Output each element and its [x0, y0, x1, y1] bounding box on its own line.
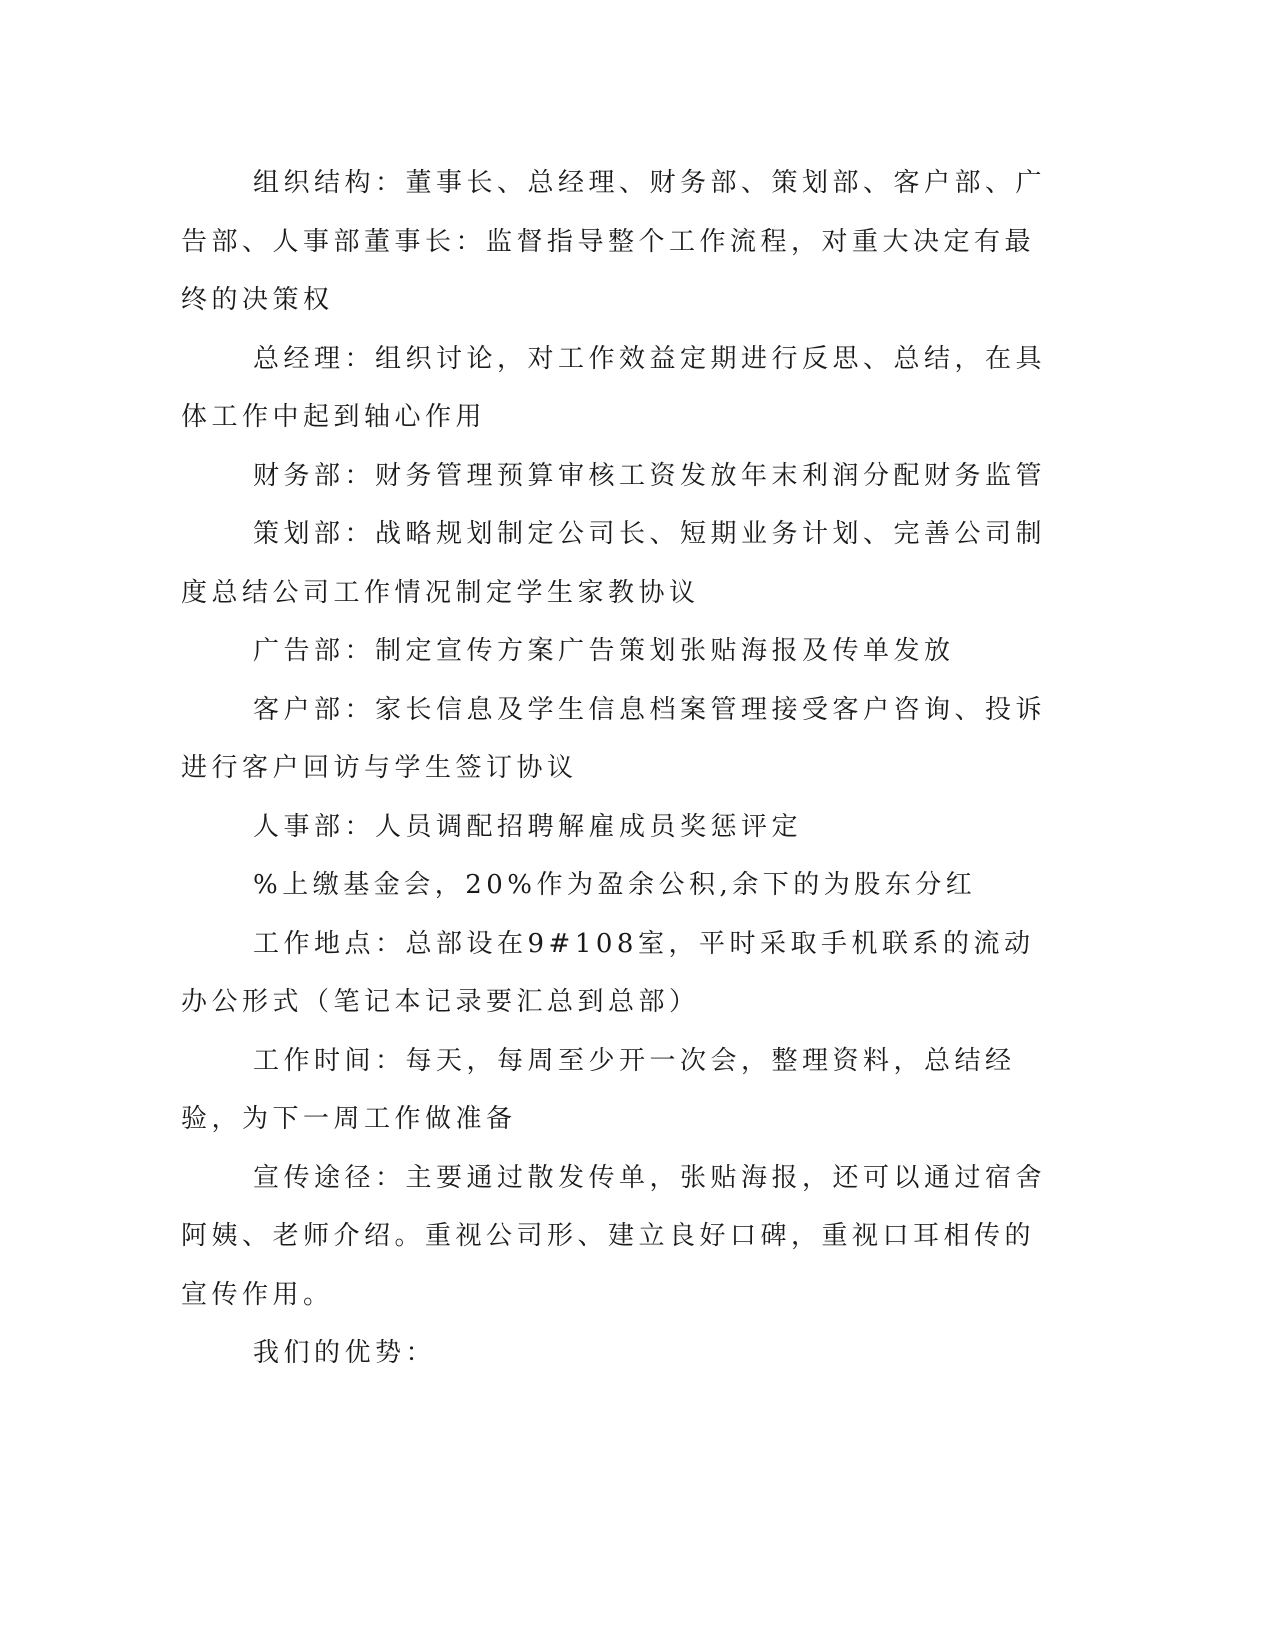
paragraph-work-time: 工作时间：每天，每周至少开一次会，整理资料，总结经验，为下一周工作做准备	[181, 1045, 1016, 1134]
paragraph-promotion-channels: 宣传途径：主要通过散发传单，张贴海报，还可以通过宿舍阿姨、老师介绍。重视公司形、建立良好口碑，重视口耳相传的宣传作用。	[181, 1162, 1047, 1310]
paragraph-our-advantages: 我们的优势：	[253, 1338, 437, 1368]
paragraph-general-manager: 总经理：组织讨论，对工作效益定期进行反思、总结，在具体工作中起到轴心作用	[181, 343, 1047, 432]
paragraph-work-location: 工作地点：总部设在9#108室，平时采取手机联系的流动办公形式（笔记本记录要汇总到总部）	[181, 928, 1035, 1017]
paragraph-advertising-department: 广告部：制定宣传方案广告策划张贴海报及传单发放	[253, 636, 955, 666]
paragraph-planning-department: 策划部：战略规划制定公司长、短期业务计划、完善公司制度总结公司工作情况制定学生家教协议	[181, 519, 1047, 608]
paragraph-hr-department: 人事部：人员调配招聘解雇成员奖惩评定	[253, 811, 803, 842]
paragraph-finance-department: 财务部：财务管理预算审核工资发放年末利润分配财务监管	[253, 460, 1047, 491]
paragraph-profit-distribution: %上缴基金会，20%作为盈余公积,余下的为股东分红	[253, 870, 977, 900]
paragraph-organization-structure: 组织结构：董事长、总经理、财务部、策划部、客户部、广告部、人事部董事长：监督指导整个工作流程，对重大决定有最终的决策权	[181, 168, 1047, 315]
document-body	[181, 154, 1051, 1383]
paragraph-customer-department: 客户部：家长信息及学生信息档案管理接受客户咨询、投诉进行客户回访与学生签订协议	[181, 694, 1047, 783]
